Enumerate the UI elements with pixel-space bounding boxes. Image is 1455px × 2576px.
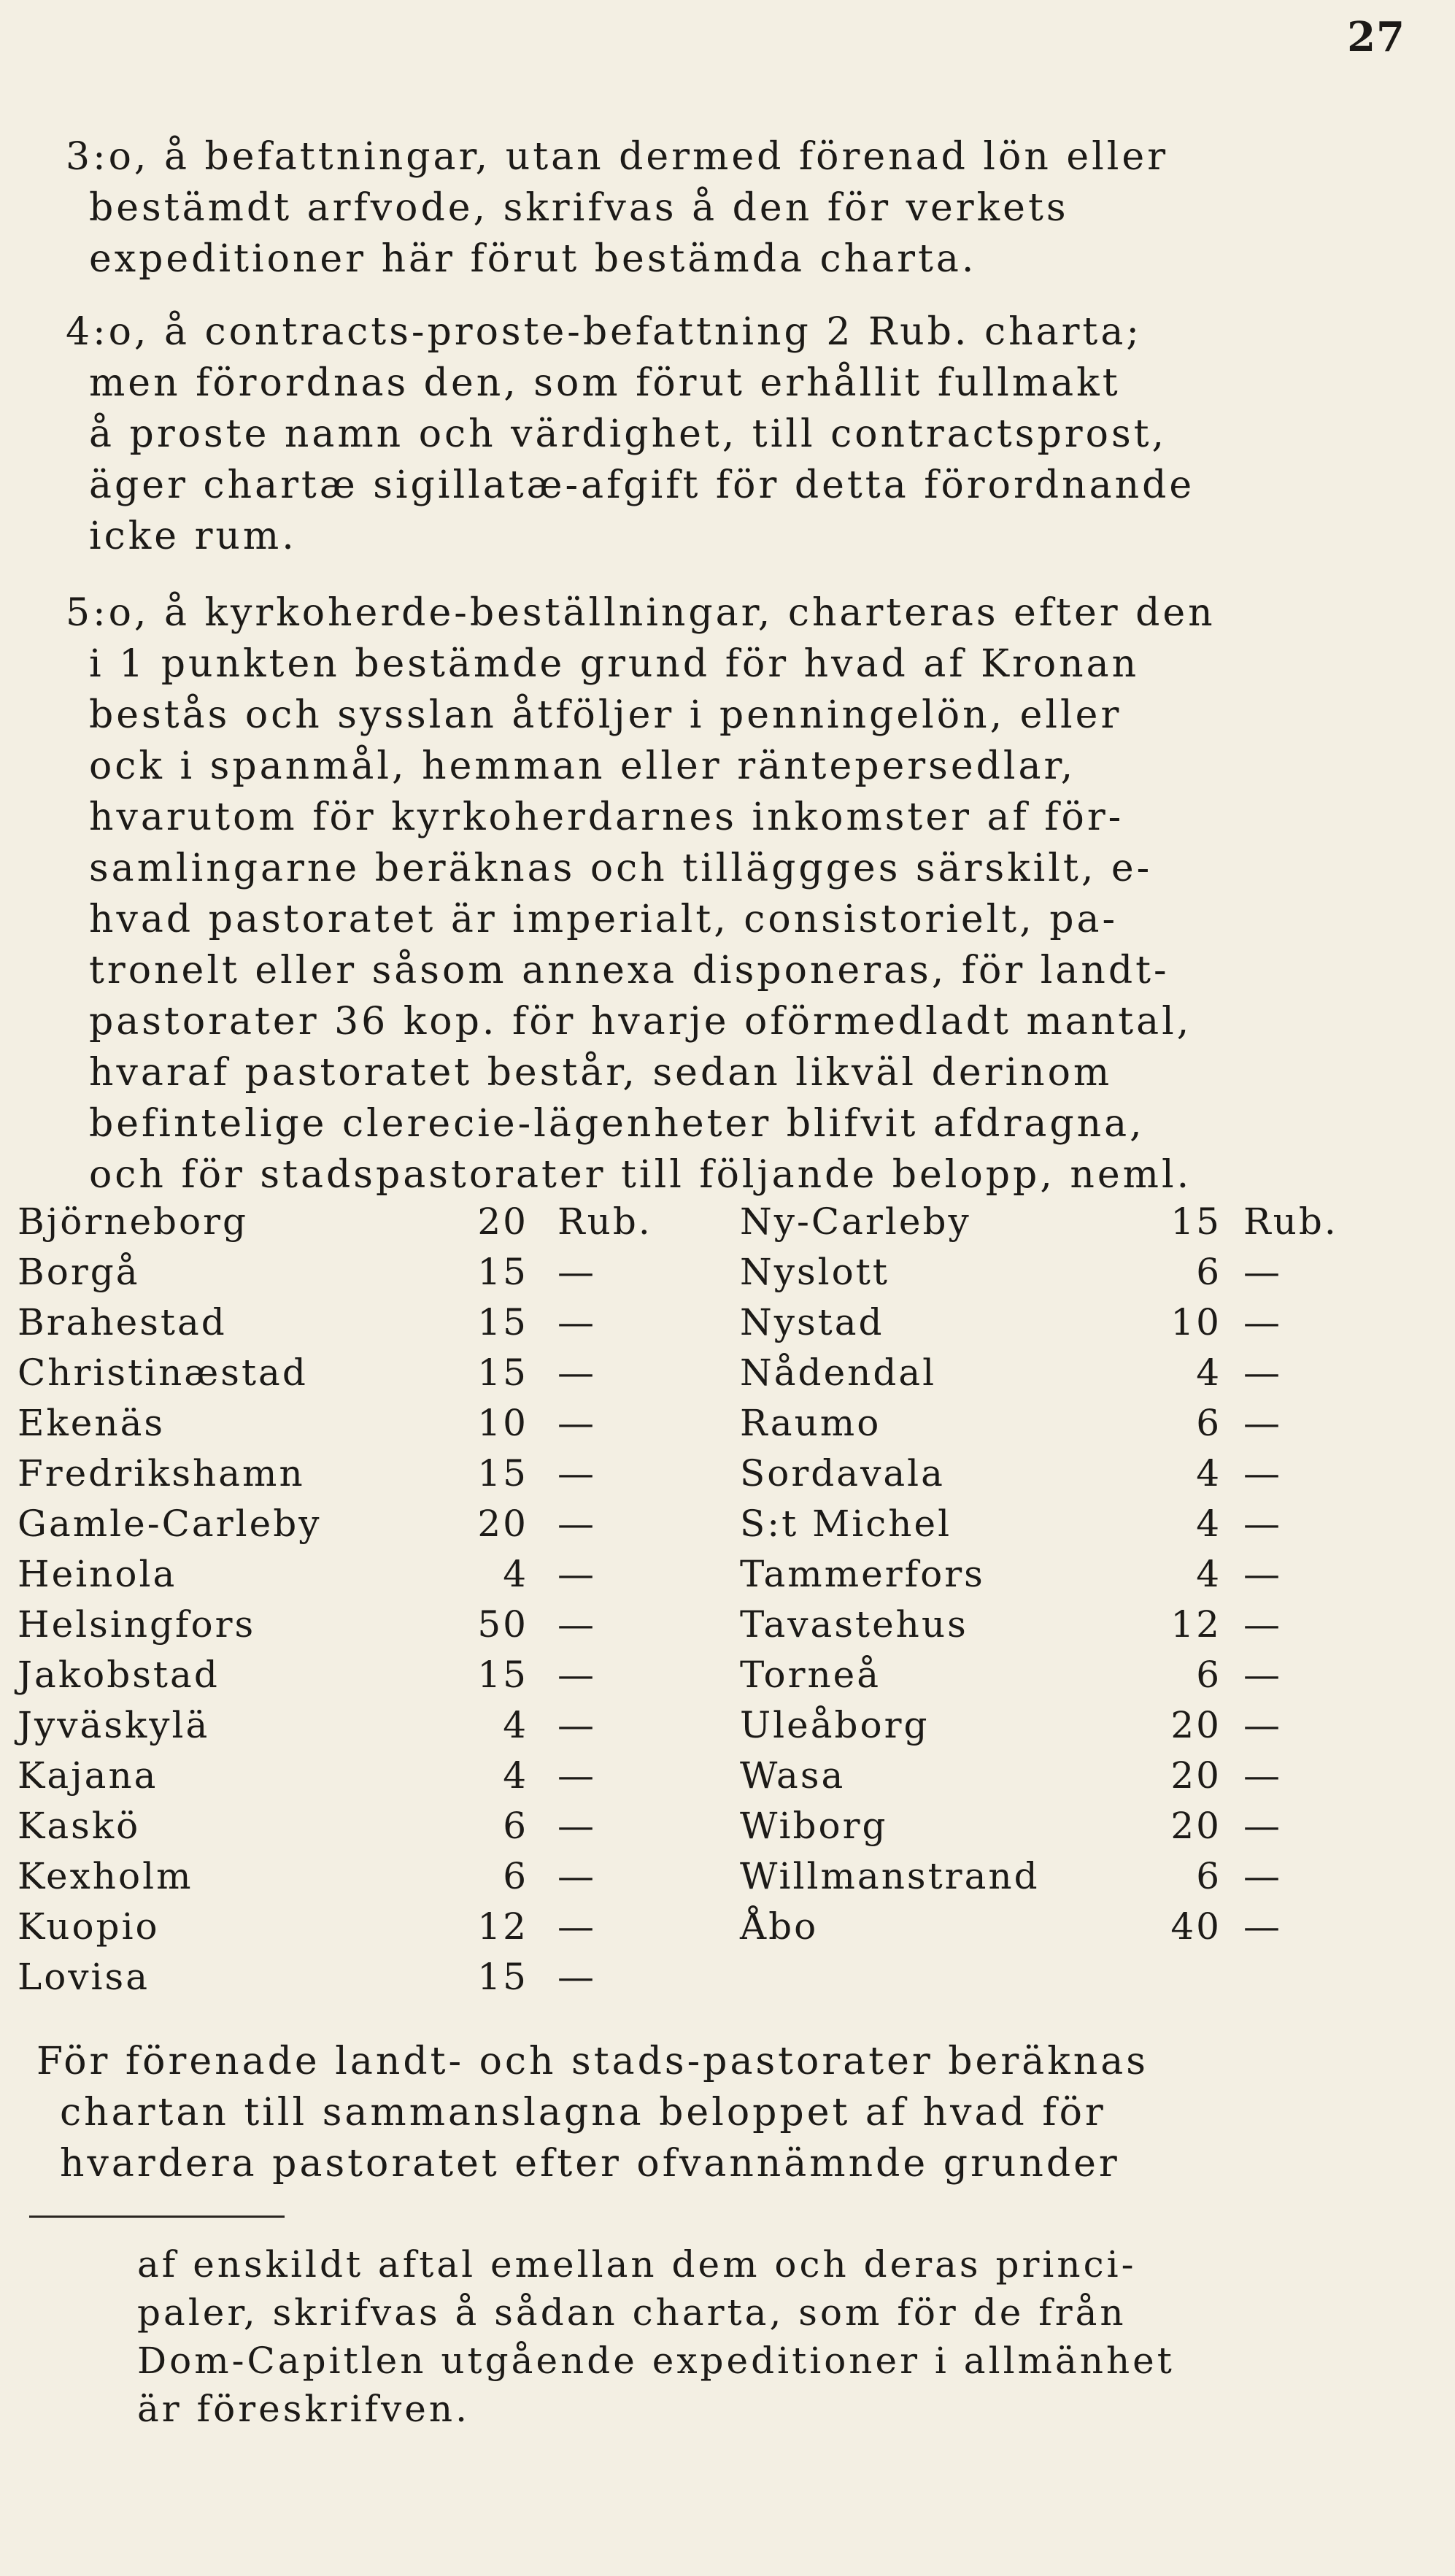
table-cell-unit: — [557, 1603, 596, 1646]
table-cell-amount: 20 [477, 1503, 528, 1545]
table-cell-unit: — [1243, 1905, 1282, 1948]
table-cell-town: Uleåborg [740, 1704, 930, 1746]
table-cell-amount: 4 [1196, 1351, 1221, 1394]
table-cell-town: Heinola [18, 1553, 177, 1595]
table-cell-town: Tavastehus [740, 1603, 968, 1646]
text-line: chartan till sammanslagna beloppet af hvad för [60, 2091, 1106, 2135]
table-row [18, 1351, 1433, 1402]
table-row [18, 1905, 1433, 1956]
table-cell-amount: 15 [1170, 1200, 1221, 1243]
table-cell-unit: Rub. [1243, 1200, 1338, 1243]
table-cell-unit: — [1243, 1251, 1282, 1293]
table-cell-unit: — [557, 1452, 596, 1495]
text-line: ock i spanmål, hemman eller räntepersedlar, [89, 744, 1076, 788]
table-cell-town: Raumo [740, 1402, 881, 1444]
table-cell-town: Wasa [740, 1754, 846, 1797]
table-cell-town: Jakobstad [18, 1654, 220, 1696]
table-cell-unit: — [557, 1503, 596, 1545]
table-row [18, 1452, 1433, 1503]
table-cell-unit: — [557, 1251, 596, 1293]
parish-rates-table [18, 1200, 1433, 2006]
table-cell-town: Björneborg [18, 1200, 249, 1243]
table-cell-town: Jyväskylä [18, 1704, 210, 1746]
text-line: är föreskrifven. [137, 2388, 470, 2430]
text-line: pastorater 36 kop. för hvarje oförmedladt mantal, [89, 1000, 1192, 1044]
table-cell-amount: 15 [477, 1956, 528, 1998]
table-cell-unit: — [1243, 1654, 1282, 1696]
table-cell-town: Wiborg [740, 1805, 888, 1847]
table-cell-unit: — [557, 1704, 596, 1746]
page-number: 27 [1347, 13, 1405, 61]
table-cell-amount: 4 [503, 1553, 528, 1595]
text-line: samlingarne beräknas och tilläggges särskilt, e- [89, 847, 1153, 890]
text-line: men förordnas den, som förut erhållit fullmakt [89, 361, 1121, 405]
table-cell-amount: 6 [1196, 1402, 1221, 1444]
table-cell-unit: — [1243, 1603, 1282, 1646]
text-line: å proste namn och värdighet, till contractsprost, [89, 412, 1168, 456]
table-cell-amount: 4 [1196, 1452, 1221, 1495]
table-row [18, 1251, 1433, 1301]
text-line: Dom-Capitlen utgående expeditioner i allmänhet [137, 2340, 1175, 2382]
table-cell-town: Ny-Carleby [740, 1200, 971, 1243]
table-cell-amount: 4 [1196, 1503, 1221, 1545]
text-line: äger chartæ sigillatæ-afgift för detta förordnande [89, 463, 1195, 507]
table-cell-unit: — [1243, 1503, 1282, 1545]
text-line: af enskildt aftal emellan dem och deras princi- [137, 2243, 1137, 2286]
text-line: bestämdt arfvode, skrifvas å den för verkets [89, 186, 1069, 230]
table-row [18, 1805, 1433, 1855]
text-line: hvaraf pastoratet består, sedan likväl derinom [89, 1051, 1113, 1095]
table-cell-unit: — [1243, 1351, 1282, 1394]
table-cell-unit: — [557, 1855, 596, 1897]
table-cell-amount: 40 [1170, 1905, 1221, 1948]
table-cell-unit: — [557, 1956, 596, 1998]
table-cell-town: Kajana [18, 1754, 158, 1797]
table-row [18, 1603, 1433, 1654]
paragraph-5 [66, 587, 1401, 1200]
table-row [18, 1704, 1433, 1754]
table-cell-unit: — [1243, 1704, 1282, 1746]
table-cell-town: Nystad [740, 1301, 884, 1343]
text-line: icke rum. [89, 514, 297, 558]
table-cell-town: Christinæstad [18, 1351, 308, 1394]
text-line: bestås och sysslan åtföljer i penningelön, eller [89, 693, 1122, 737]
text-line: och för stadspastorater till följande belopp, neml. [89, 1153, 1192, 1197]
table-cell-amount: 15 [477, 1452, 528, 1495]
table-cell-amount: 15 [477, 1654, 528, 1696]
table-cell-town: Lovisa [18, 1956, 150, 1998]
text-line: paler, skrifvas å sådan charta, som för de från [137, 2291, 1127, 2334]
table-cell-amount: 4 [503, 1704, 528, 1746]
table-cell-amount: 6 [1196, 1654, 1221, 1696]
table-cell-amount: 20 [1170, 1704, 1221, 1746]
table-cell-unit: — [557, 1654, 596, 1696]
footnote [137, 2240, 1407, 2433]
table-cell-town: Borgå [18, 1251, 140, 1293]
table-cell-amount: 4 [503, 1754, 528, 1797]
table-cell-town: Nådendal [740, 1351, 937, 1394]
text-line: 3:o, å befattningar, utan dermed förenad lön eller [66, 135, 1169, 179]
table-cell-amount: 12 [477, 1905, 528, 1948]
table-cell-amount: 10 [1170, 1301, 1221, 1343]
table-cell-unit: — [557, 1754, 596, 1797]
table-cell-unit: — [557, 1301, 596, 1343]
table-cell-amount: 50 [477, 1603, 528, 1646]
table-cell-amount: 6 [1196, 1855, 1221, 1897]
table-cell-town: Helsingfors [18, 1603, 256, 1646]
table-row [18, 1301, 1433, 1351]
text-line: För förenade landt- och stads-pastorater beräknas [36, 2040, 1149, 2083]
table-cell-unit: — [1243, 1301, 1282, 1343]
table-row [18, 1754, 1433, 1805]
table-cell-unit: Rub. [557, 1200, 652, 1243]
table-cell-unit: — [557, 1402, 596, 1444]
table-cell-unit: — [1243, 1452, 1282, 1495]
text-line: i 1 punkten bestämde grund för hvad af Kronan [89, 642, 1140, 686]
table-cell-town: Willmanstrand [740, 1855, 1040, 1897]
table-cell-amount: 15 [477, 1251, 528, 1293]
table-cell-unit: — [1243, 1805, 1282, 1847]
table-cell-town: Åbo [740, 1905, 819, 1948]
table-cell-amount: 15 [477, 1351, 528, 1394]
table-cell-town: Brahestad [18, 1301, 227, 1343]
table-cell-town: Kaskö [18, 1805, 141, 1847]
table-row [18, 1855, 1433, 1905]
table-cell-amount: 20 [477, 1200, 528, 1243]
text-line: tronelt eller såsom annexa disponeras, för landt- [89, 949, 1170, 992]
table-cell-amount: 4 [1196, 1553, 1221, 1595]
table-cell-town: Tammerfors [740, 1553, 985, 1595]
table-cell-town: Nyslott [740, 1251, 889, 1293]
text-line: 4:o, å contracts-proste-befattning 2 Rub. charta; [66, 310, 1142, 354]
table-cell-town: Sordavala [740, 1452, 945, 1495]
text-line: 5:o, å kyrkoherde-beställningar, charteras efter den [66, 591, 1216, 635]
table-cell-unit: — [1243, 1855, 1282, 1897]
table-cell-town: Fredrikshamn [18, 1452, 305, 1495]
table-cell-amount: 20 [1170, 1754, 1221, 1797]
table-cell-unit: — [1243, 1754, 1282, 1797]
table-cell-town: Gamle-Carleby [18, 1503, 322, 1545]
text-line: hvardera pastoratet efter ofvannämnde grunder [60, 2142, 1120, 2186]
table-cell-unit: — [1243, 1553, 1282, 1595]
table-cell-town: Torneå [740, 1654, 881, 1696]
table-cell-town: S:t Michel [740, 1503, 952, 1545]
closing-paragraph [36, 2036, 1416, 2189]
table-row [18, 1503, 1433, 1553]
table-row [18, 1654, 1433, 1704]
text-line: hvad pastoratet är imperialt, consistorielt, pa- [89, 898, 1119, 941]
table-cell-amount: 12 [1170, 1603, 1221, 1646]
table-cell-unit: — [557, 1805, 596, 1847]
text-line: hvarutom för kyrkoherdarnes inkomster af för- [89, 795, 1124, 839]
table-cell-unit: — [557, 1905, 596, 1948]
table-cell-amount: 6 [503, 1805, 528, 1847]
table-cell-amount: 6 [503, 1855, 528, 1897]
table-cell-unit: — [557, 1351, 596, 1394]
table-cell-town: Kexholm [18, 1855, 193, 1897]
table-cell-town: Kuopio [18, 1905, 160, 1948]
table-row [18, 1200, 1433, 1251]
table-cell-amount: 10 [477, 1402, 528, 1444]
text-line: expeditioner här förut bestämda charta. [89, 237, 977, 281]
paragraph-3 [66, 131, 1401, 285]
text-line: befintelige clerecie-lägenheter blifvit afdragna, [89, 1102, 1145, 1146]
footnote-divider [29, 2216, 285, 2218]
table-cell-amount: 15 [477, 1301, 528, 1343]
table-cell-amount: 6 [1196, 1251, 1221, 1293]
table-cell-unit: — [557, 1553, 596, 1595]
table-cell-town: Ekenäs [18, 1402, 166, 1444]
paragraph-4 [66, 306, 1401, 562]
table-cell-amount: 20 [1170, 1805, 1221, 1847]
table-cell-unit: — [1243, 1402, 1282, 1444]
table-row [18, 1553, 1433, 1603]
table-row [18, 1402, 1433, 1452]
table-row [18, 1956, 1433, 2006]
